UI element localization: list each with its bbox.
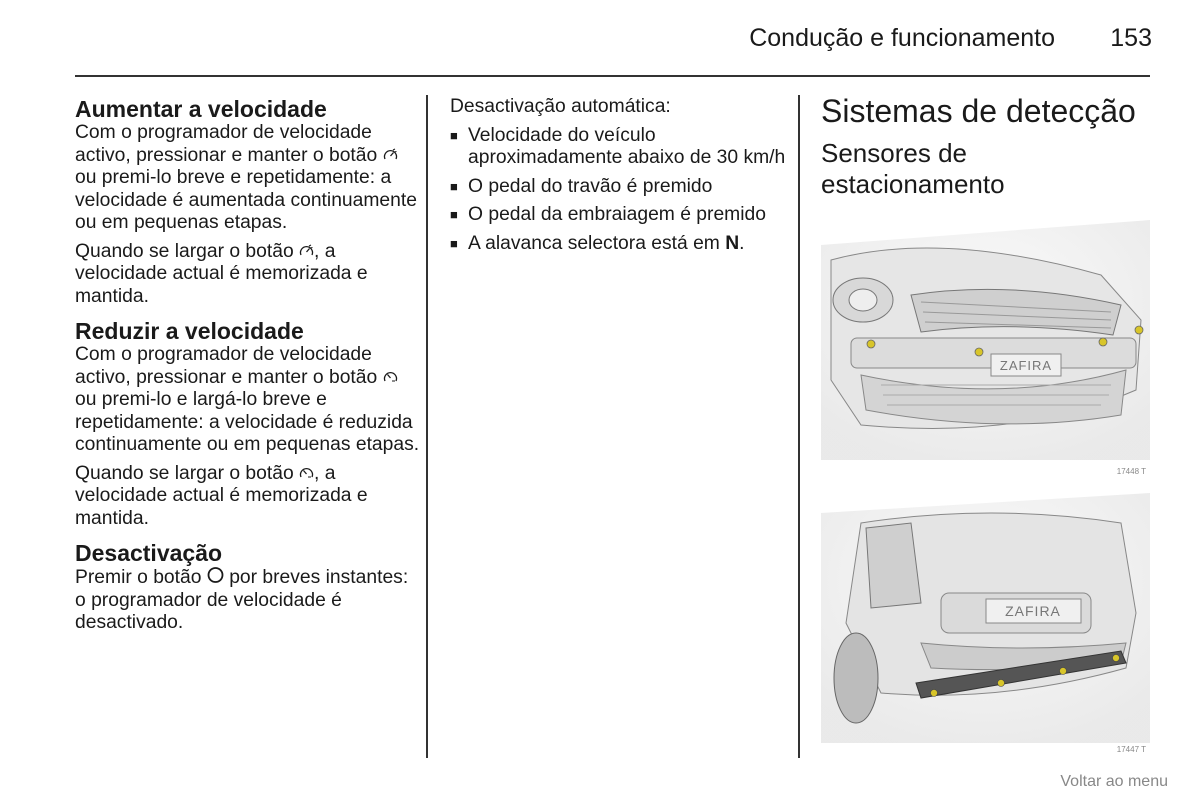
rear-plate-text: ZAFIRA	[1005, 603, 1061, 619]
speed-down-icon	[383, 367, 398, 390]
column-divider-1	[426, 95, 428, 758]
section-title: Sistemas de detecção	[821, 93, 1136, 129]
list-item: ■ Velocidade do veículo aproximadamente abaixo de 30 km/h	[450, 125, 790, 170]
page-number: 153	[1110, 24, 1152, 52]
section-reduce-speed	[75, 318, 420, 530]
right-column	[821, 92, 1151, 200]
paragraph	[75, 344, 420, 457]
text: ou premi-lo breve e repetidamente: a velocidade é aumentada continuamente ou em pequenas etapas.	[75, 167, 417, 233]
front-sensors-illustration	[821, 220, 1150, 480]
text: Com o programador de velocidade activo, pressionar e manter o botão	[75, 344, 378, 388]
text: por breves instantes: o programador de velocidade é desactivado.	[75, 567, 409, 633]
column-divider-2	[798, 95, 800, 758]
paragraph	[75, 122, 420, 235]
text: Premir o botão	[75, 567, 202, 588]
middle-column	[450, 96, 790, 261]
text: , a velocidade actual é memorizada e mantida.	[75, 462, 368, 529]
speed-up-icon	[299, 241, 314, 264]
page-header-title: Condução e funcionamento	[749, 24, 1055, 52]
list-item: ■ O pedal da embraiagem é premido	[450, 204, 790, 227]
rear-sensors-illustration	[821, 493, 1150, 758]
section-deactivation	[75, 540, 420, 635]
off-button-icon	[207, 566, 224, 590]
section-subtitle: Sensores de estacionamento	[821, 138, 1005, 199]
auto-deactivation-intro: Desactivação automática:	[450, 96, 671, 117]
text: ou premi-lo e largá-lo breve e repetidamente: a velocidade é reduzida continuamente ou em pequenas etapas.	[75, 389, 420, 455]
speed-up-icon	[383, 145, 398, 168]
section-heading: Aumentar a velocidade	[75, 96, 327, 122]
text: , a velocidade actual é memorizada e mantida.	[75, 240, 368, 307]
text: Com o programador de velocidade activo, pressionar e manter o botão	[75, 122, 378, 166]
text: Quando se largar o botão	[75, 240, 294, 262]
back-to-menu-link[interactable]: Voltar ao menu	[1060, 773, 1168, 790]
list-item: ■ O pedal do travão é premido	[450, 176, 790, 199]
speed-down-icon	[299, 463, 314, 486]
section-increase-speed	[75, 96, 420, 308]
header-rule	[75, 75, 1150, 77]
text: .	[739, 232, 745, 254]
deactivation-list	[450, 125, 790, 256]
left-column	[75, 96, 420, 645]
figure-number: 17447 T	[1116, 745, 1146, 754]
figure-number: 17448 T	[1116, 467, 1146, 476]
section-heading: Desactivação	[75, 540, 223, 566]
front-plate-text: ZAFIRA	[999, 358, 1053, 373]
section-heading: Reduzir a velocidade	[75, 318, 304, 344]
paragraph	[75, 566, 420, 635]
paragraph	[75, 241, 420, 309]
gear-letter: N	[725, 232, 740, 254]
text: A alavanca selectora está em	[468, 232, 720, 254]
list-item	[450, 233, 790, 256]
text: Quando se largar o botão	[75, 462, 294, 484]
paragraph	[75, 463, 420, 531]
